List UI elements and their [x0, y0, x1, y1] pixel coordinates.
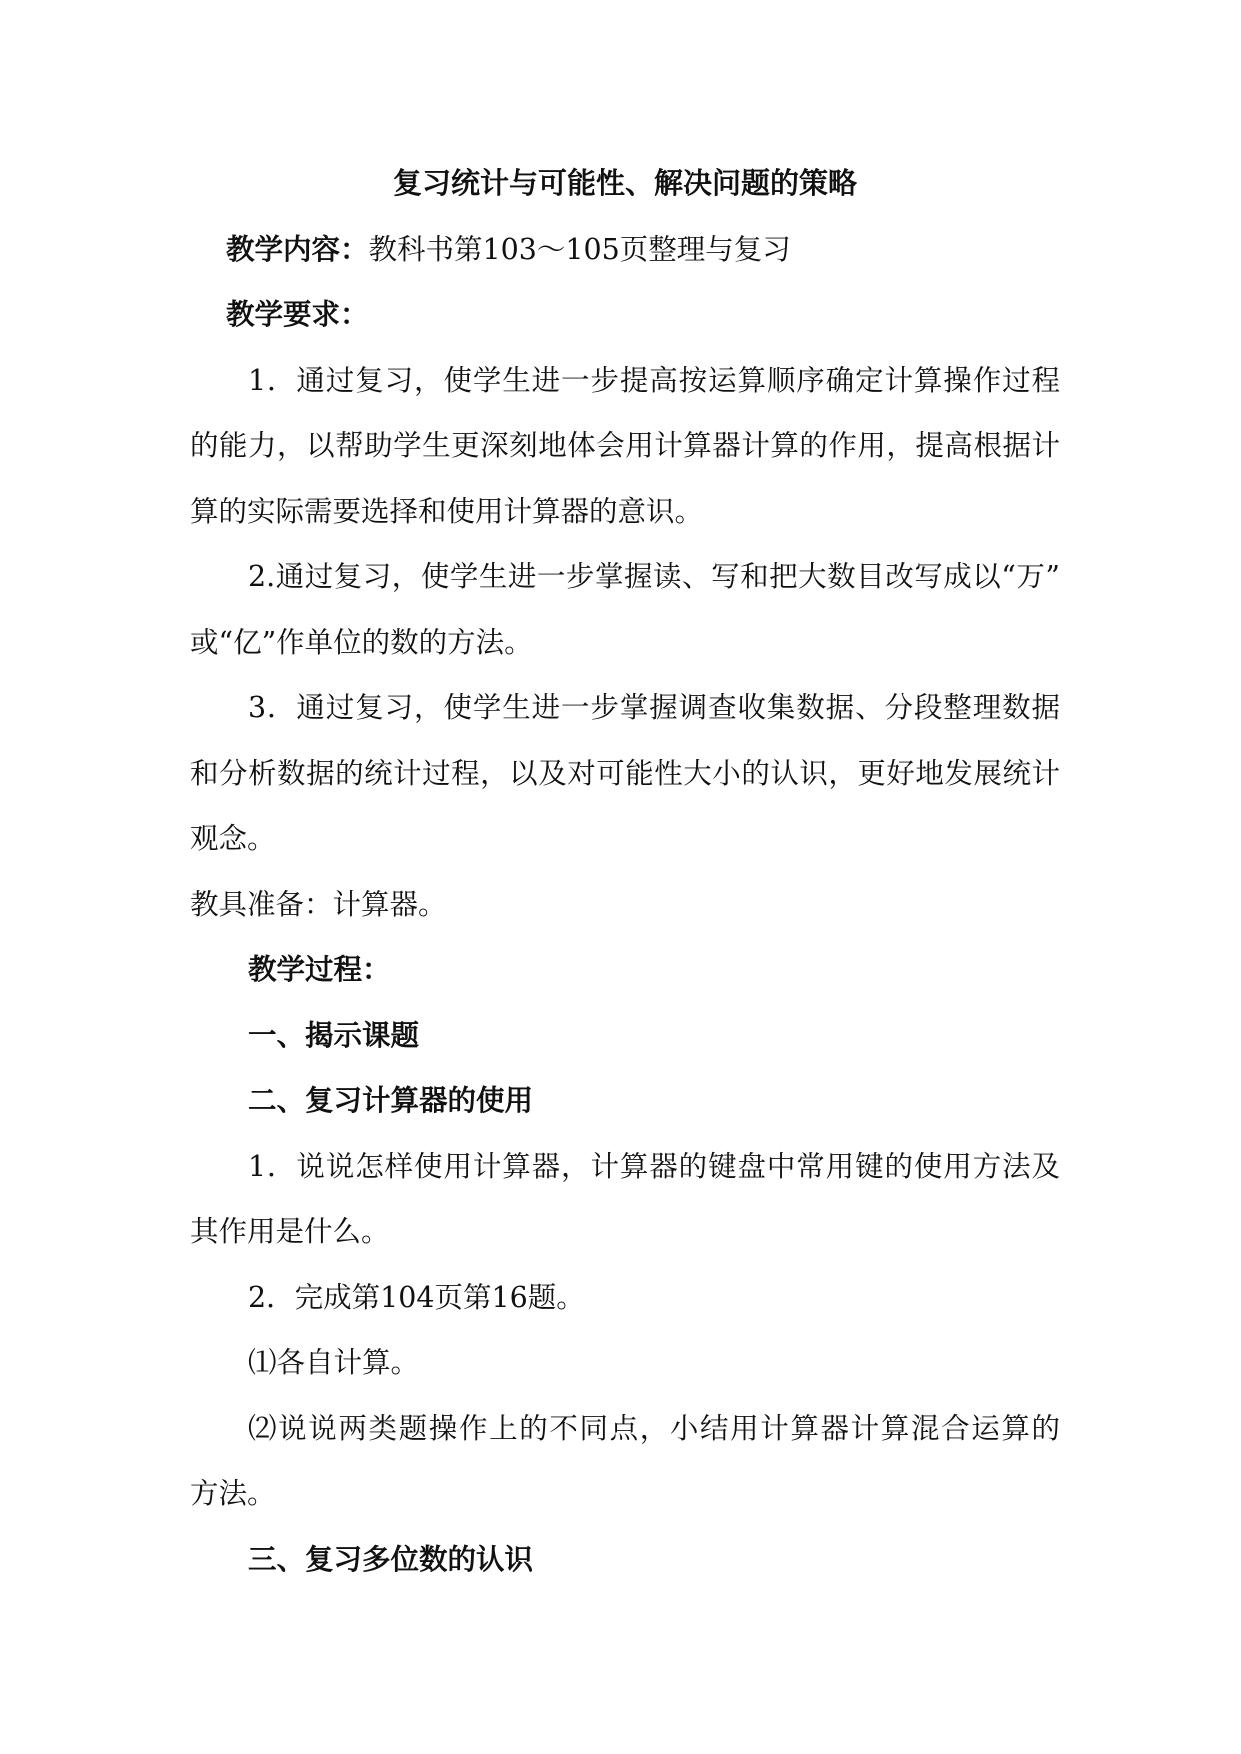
section-item-line: ⑵说说两类题操作上的不同点，小结用计算器计算混合运算的 [248, 1411, 1060, 1445]
section-heading: 二、复习计算器的使用 [248, 1083, 534, 1117]
document-title: 复习统计与可能性、解决问题的策略 [392, 166, 857, 200]
teaching-content-text: 教科书第103～105页整理与复习 [368, 232, 791, 266]
section-heading: 一、揭示课题 [248, 1017, 420, 1052]
requirement-line: 和分析数据的统计过程，以及对可能性大小的认识，更好地发展统计 [190, 756, 1060, 790]
requirement-line: 3．通过复习，使学生进一步掌握调查收集数据、分段整理数据 [248, 691, 1060, 724]
requirement-line: 1．通过复习，使学生进一步提高按运算顺序确定计算操作过程 [248, 363, 1060, 397]
teaching-tools: 教具准备：计算器。 [190, 887, 447, 921]
document-body [190, 151, 1060, 1592]
teaching-process-label: 教学过程： [248, 952, 391, 986]
section-heading: 三、复习多位数的认识 [248, 1541, 534, 1576]
section-item-line: 2．完成第104页第16题。 [248, 1280, 585, 1314]
requirement-line: 或“亿”作单位的数的方法。 [190, 625, 533, 659]
requirement-line: 算的实际需要选择和使用计算器的意识。 [190, 494, 704, 528]
teaching-content-label: 教学内容： [226, 231, 369, 266]
requirement-line: 的能力，以帮助学生更深刻地体会用计算器计算的作用，提高根据计 [190, 429, 1060, 462]
requirement-line: 观念。 [190, 822, 276, 855]
section-item-line: 1．说说怎样使用计算器，计算器的键盘中常用键的使用方法及 [248, 1149, 1060, 1183]
requirement-line: 2.通过复习，使学生进一步掌握读、写和把大数目改写成以“万” [248, 560, 1060, 593]
section-item-line: 方法。 [190, 1477, 276, 1510]
section-item-line: ⑴各自计算。 [248, 1346, 420, 1379]
section-item-line: 其作用是什么。 [190, 1215, 390, 1248]
teaching-content [190, 217, 1060, 283]
teaching-requirements-label: 教学要求： [226, 297, 369, 331]
